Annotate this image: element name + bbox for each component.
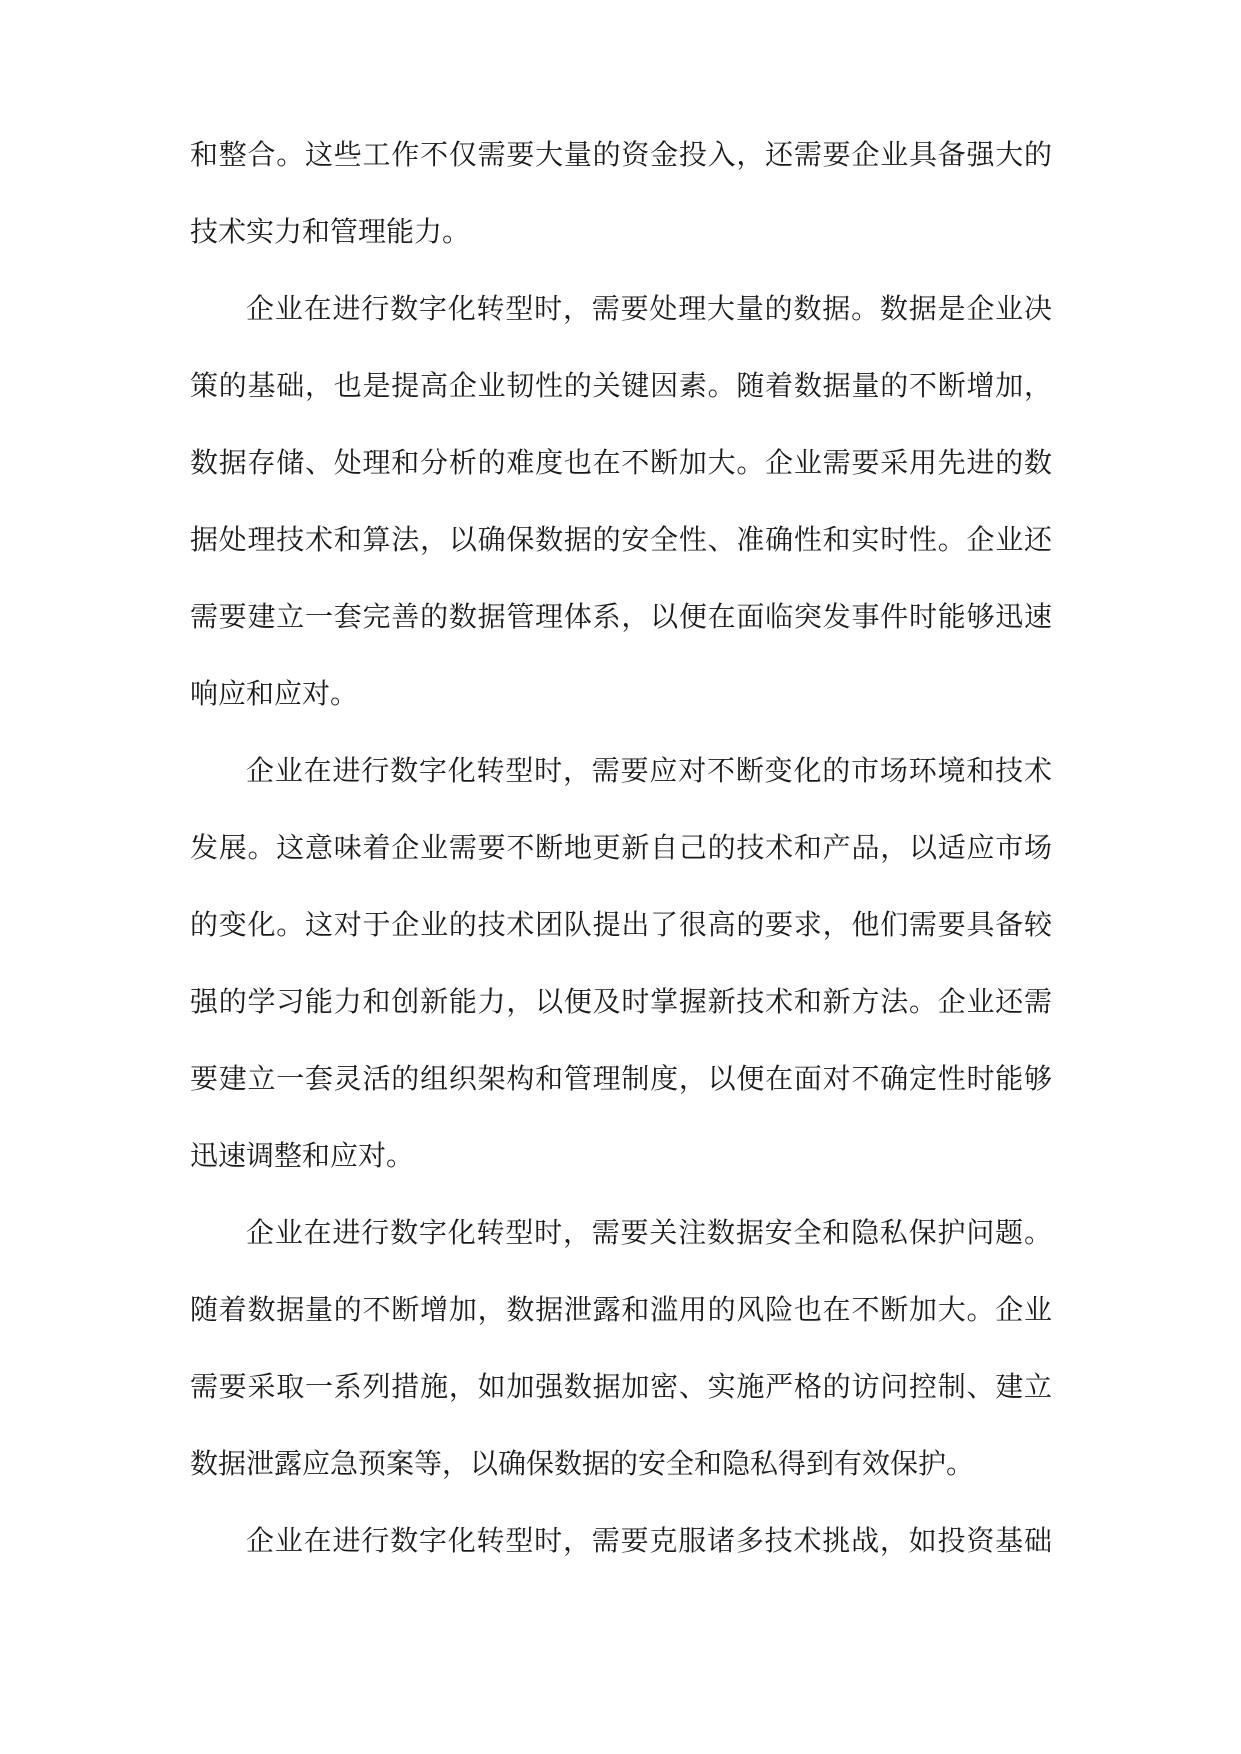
paragraph-first-line: 企业在进行数字化转型时，需要处理大量的数据。数据是企业决 <box>246 292 1052 325</box>
text-line: 技术实力和管理能力。 <box>190 215 471 248</box>
text-line: 数据泄露应急预案等，以确保数据的安全和隐私得到有效保护。 <box>190 1447 975 1480</box>
text-line: 和整合。这些工作不仅需要大量的资金投入，还需要企业具备强大的 <box>190 138 1052 171</box>
text-line: 随着数据量的不断增加，数据泄露和滥用的风险也在不断加大。企业 <box>190 1293 1052 1326</box>
text-line: 需要建立一套完善的数据管理体系，以便在面临突发事件时能够迅速 <box>190 600 1052 633</box>
text-line: 迅速调整和应对。 <box>190 1139 415 1172</box>
text-line: 要建立一套灵活的组织架构和管理制度，以便在面对不确定性时能够 <box>190 1062 1052 1095</box>
text-line: 强的学习能力和创新能力，以便及时掌握新技术和新方法。企业还需 <box>190 985 1052 1018</box>
text-line: 策的基础，也是提高企业韧性的关键因素。随着数据量的不断增加， <box>190 369 1052 402</box>
paragraph-first-line: 企业在进行数字化转型时，需要应对不断变化的市场环境和技术 <box>246 754 1052 787</box>
text-line: 发展。这意味着企业需要不断地更新自己的技术和产品，以适应市场 <box>190 831 1052 864</box>
text-line: 需要采取一系列措施，如加强数据加密、实施严格的访问控制、建立 <box>190 1370 1052 1403</box>
paragraph-first-line: 企业在进行数字化转型时，需要关注数据安全和隐私保护问题。 <box>246 1216 1052 1249</box>
text-line: 数据存储、处理和分析的难度也在不断加大。企业需要采用先进的数 <box>190 446 1052 479</box>
text-line: 响应和应对。 <box>190 677 359 710</box>
text-line: 据处理技术和算法，以确保数据的安全性、准确性和实时性。企业还 <box>190 523 1052 556</box>
paragraph-first-line: 企业在进行数字化转型时，需要克服诸多技术挑战，如投资基础 <box>246 1524 1052 1557</box>
text-line: 的变化。这对于企业的技术团队提出了很高的要求，他们需要具备较 <box>190 908 1052 941</box>
